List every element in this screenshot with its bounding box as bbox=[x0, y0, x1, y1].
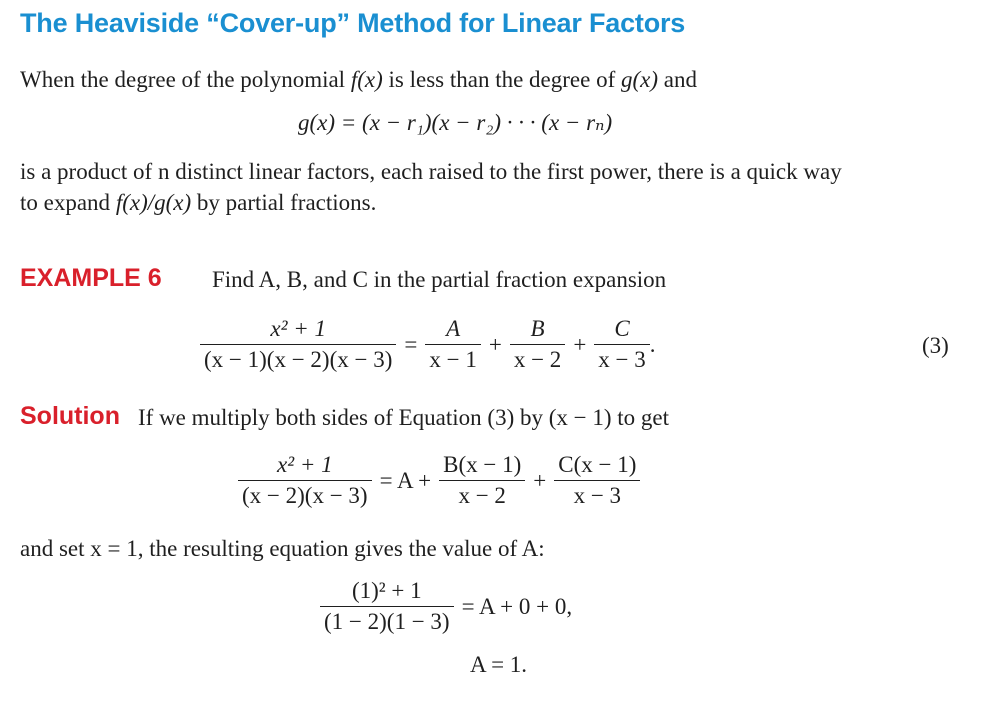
intro-line-1: When the degree of the polynomial f(x) is less than the degree of g(x) and bbox=[20, 67, 697, 92]
eq1-lhs-fraction: $\frac{\text{x² + 1}}{(x - 2)(x - 3)}$ bbox=[238, 452, 372, 509]
solution-text-2: and set x = 1, the resulting equation gives the value of A: bbox=[20, 536, 545, 561]
equation-number: (3) bbox=[922, 333, 949, 358]
A-fraction: $\frac{A}{x - 1}$ bbox=[425, 316, 480, 373]
eq2-fraction: $\frac{\text{(1)² + 1}}{(1 - 2)(1 - 3)}$ bbox=[320, 578, 454, 635]
intro-line-2: is a product of n distinct linear factors, each raised to the first power, there is a quick way bbox=[20, 159, 842, 184]
example-text: Find A, B, and C in the partial fraction expansion bbox=[212, 267, 667, 292]
example-equation: $\frac{\text{x² + 1}}{(x - 1)(x - 2)(x - 3)}$ = $\frac{A}{x - 1}$ + $\frac{B}{x - 2}$ + $\frac{C}{x - 3}$ . bbox=[200, 316, 656, 373]
solution-equation-3: A = 1. bbox=[470, 652, 528, 677]
C-fraction: $\frac{C}{x - 3}$ bbox=[594, 316, 649, 373]
g-of-x: g(x) bbox=[620, 67, 659, 92]
solution-equation-1: $\frac{\text{x² + 1}}{(x - 2)(x - 3)}$ = A + $\frac{B(x - 1)}{x - 2}$ + $\frac{C(x - 1)}{x - 3}$ bbox=[238, 452, 640, 509]
example-label: EXAMPLE 6 bbox=[20, 264, 162, 292]
solution-label: Solution bbox=[20, 402, 120, 430]
section-heading: The Heaviside “Cover-up” Method for Linear Factors bbox=[20, 8, 686, 38]
eq1-C-fraction: $\frac{C(x - 1)}{x - 3}$ bbox=[554, 452, 640, 509]
intro-line-3: to expand f(x)/g(x) by partial fractions. bbox=[20, 190, 377, 215]
solution-text: If we multiply both sides of Equation (3) by (x − 1) to get bbox=[138, 405, 670, 430]
f-of-x: f(x) bbox=[350, 67, 383, 92]
lhs-fraction: $\frac{\text{x² + 1}}{(x - 1)(x - 2)(x - 3)}$ bbox=[200, 316, 396, 373]
eq1-B-fraction: $\frac{B(x - 1)}{x - 2}$ bbox=[439, 452, 525, 509]
f-over-g: f(x)/g(x) bbox=[115, 190, 192, 215]
solution-equation-2: $\frac{\text{(1)² + 1}}{(1 - 2)(1 - 3)}$ = A + 0 + 0, bbox=[320, 578, 580, 635]
g-equation: g(x) = (x − r₁)(x − r₂) · · · (x − rₙ) bbox=[298, 110, 613, 135]
B-fraction: $\frac{B}{x - 2}$ bbox=[510, 316, 565, 373]
